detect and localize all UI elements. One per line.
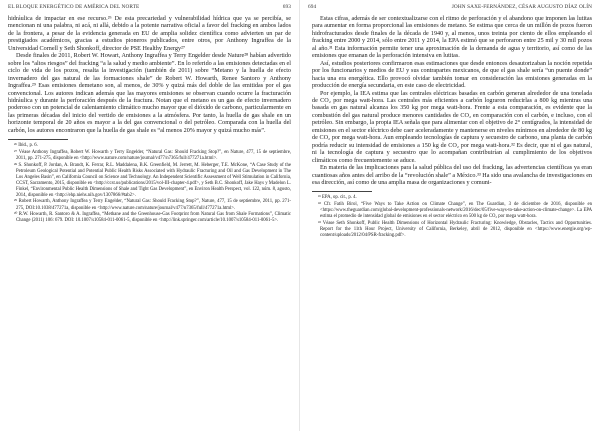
right-paragraph-2: Así, estudios posteriores confirmaron esas estimaciones que desde entonces desautorizaban la noción repetida por los funcionarios y medios de EU y sus contrapartes mexicanos, de que el gas shale sería “un puente donde” hacia una era energética. Ello provocó olvidar también tomar en consideración las emisiones generadas en la producción de energía secundaria, en este caso de electricidad. [312,60,592,90]
left-running-header [8,4,291,14]
footnote-31: ³¹ EPA, op. cit., p. 4. [318,195,357,201]
left-footnotes [8,143,291,224]
left-page-body [8,16,291,224]
right-page-body [312,16,592,239]
left-footnote-rule [8,139,68,140]
right-paragraph-1: Estas cifras, además de ser contextualizarse con el ritmo de perforación y el abandono que imponen las lutitas para aumentar en forma proporcional las emisiones de metano. Se estima que cerca de un millón de pozos fueron hidrofracturados desde finales de la década de 1940 y, al menos, unos treinta por ciento de ellos empleando el fracking entre 2000 y 2014, sólo entre 2011 y 2014, la EPA estimó que se perforaron entre 25 mil y 30 mil pozos al año.³¹ Esta información permite tener una aproximación de la demanda de agua y territorio, así como de las emisiones que emanan de la perforación intensiva en lutitas. [312,16,592,60]
right-paragraph-3: Por ejemplo, la IEA estima que las centrales eléctricas basadas en carbón generan alrededor de una tonelada de CO₂ por mega watt-hora. Las centrales más eficientes a carbón lograron reducirlas a 800 kg mientras una basada en gas natural alcanza los 350 kg por mega watt-hora. Frente a esta comparación, es evidente que la combustión del gas natural produce menores cantidades de CO₂ en comparación con el carbón, e incluso, con el petróleo. Sin embargo, la propia IEA señala que para alimentar con el objetivo de 2° centígrados, la intensidad de emisiones en el sector eléctrico debe caer aceleradamente y mantenerse en niveles mínimos en alrededor de 80 kg de CO₂ por mega watt-hora. Aun empleando tecnologías de captura y secuestro de carbono, una planta de carbón podría reducir su intensidad de emisiones a 150 kg de CO₂ por mega watt-hora.³² Es decir, que ni el gas natural, ni la tecnología de captura y secuestro que lo acompañan contribuirían al cumplimiento de los objetivos climáticos como frecuentemente se aduce. [312,90,592,164]
right-running-head: JOHN SAXE-FERNÁNDEZ, CÉSAR AUGUSTO DÍAZ OLÍN [451,4,592,10]
left-paragraph-2: Desde finales de 2011, Robert W. Howart, Anthony Ingraffea y Terry Engelder desde Nature²⁸ habían advertido sobre los “altos riesgos” del fracking “a la salud y medio ambiente”. En lo referido a las emisiones detectadas en el ciclo de vida de los pozos, resalta la investigación (también de 2011) sobre “Metano y la huella de efecto invernadero del gas natural de las formaciones shale” de Robert W. Howarth, Renee Santoro y Anthony Ingraffea.²⁹ Esas emisiones demetano son, al menos, de 30% y quizá más del doble de las emitidas por el gas convencional. Los autores indican además que las mayores emisiones se observan cuando ocurre la fracturación hidráulica y durante la perforación después de la fractura. Notan que el metano es un gas de efecto invernadero poderoso con un potencial de calentamiento climático mucho mayor que el dióxido de carbono, particularmente en las primeras décadas del inicio del vertido de emisiones a la atmósfera. Por tanto, la huella de gas shale en un horizonte temporal de 20 años es mayor a la del gas convencional o del petróleo. Comparada con la huella del carbón, los autores encontraron que la huella de gas shale es “al menos 20% mayor y quizá mucho más”. [8,53,291,134]
left-running-head: EL BLOQUE ENERGÉTICO DE AMÉRICA DEL NORTE [8,4,140,10]
footnote-33: ³³ Véase Seth Shonkoff, Public Health Dimensions of Horizontal Hydraulic Fracturing: Knowledge, Obstacles, Tactics and Opportunities. Report for the 11th Hour Project, University of California, Berkeley, abril de 2012, disponible en <https://www.energie.org/wp-content/uploads/2012/04/PSR-fracking.pdf>. [318,220,592,238]
right-running-header [308,4,592,14]
left-paragraph-1: hidráulica de impactar en ese recurso.²⁶ De esta precariedad y vulnerabilidad hídrica que ya se percibía, se mencionan ni una palabra, ni acá, ni allá, debido a la potente narrativa oficial a favor del fracking en ambos lados de la frontera, a pesar de la evidencia generada en EU de amplia solidez científica como advierten un par de prestigiados académicos, gracias a estudios pioneros publicados, entre otros, por Anthony Ingraffea de la Universidad Cornell y Seth Shonkoff, director de PSE Healthy Energy²⁷ [8,16,291,52]
right-page [300,0,600,431]
right-footnote-rule [312,191,372,192]
footnote-29: ²⁹ Robert Howarth, Anthony Ingraffea y Terry Engelder, “Natural Gas: Should Fracking Stop?”, Nature, 477, 15 de septiembre, 2011, pp. 271-275, DOI:10.1038/477271a, disponible en <http://www.nature.com/nature/journal/v477/n7365/full/477271a.html>. [14,199,291,211]
footnote-26: ²⁶ Ibid., p. 6. [14,143,38,149]
right-page-number: 694 [308,4,317,10]
footnote-30: ³⁰ R.W. Howarth, R. Santoro & A. Ingraffea, “Methane and the Greenhouse-Gas Footprint from Natural Gas from Shale Formations”, Climatic Change (2011) 106: 679. DOI: 10.1007/s10584-011-0061-5, disponible en <http://link.springer.com/article/10.1007/s10584-011-0061-5>. [14,212,291,224]
footnote-32: ³² Cfr. Fatih Birol, “Five Ways to Take Action on Climate Change”, en The Guardian, 3 de diciembre de 2016, disponible en <https://www.theguardian.com/global-development-professionals-network/2016/dec/05/five-ways-to-take-action-on-climate-change>. La EPA estima el promedio de intensidad global de emisiones en el sector eléctrico en 500 kg de CO₂ por mega watt-hora. [318,202,592,220]
right-paragraph-4: En materia de las implicaciones para la salud pública del uso del fracking, las advertencias científicas ya eran cuantiosas años antes del arribo de la “revolución shale” a México.³³ Ha sido una avalancha de investigaciones en esa dirección, así como de una amplia masa de organizaciones y comuni- [312,165,592,186]
right-footnotes [312,195,592,239]
left-page-number: 693 [282,4,291,10]
footnote-28: ²⁸ S. Shonkoff, P. Jordan, A. Brandt, K. Ferrar, R.L. Maddalena, B.K. Greenfield, M. Jerrett, M. Heberger, T.E. McKone, “A Case Study of the Petroleum Geological Potential and Potential Public Health Risks Associated with Hydraulic Fracturing and Oil and Gas Development in The Los Angeles Basin”, en California Council on Science and Technology. An Independent Scientific Assessment of Well Stimulation in California, CCST, Sacramento, 2015, disponible en <http://ccst.us/publications/2015/vol-III-chapter-4.pdf>, y Seth B.C. Shonkoff, Jake Hays y Madelon L. Finkel, “Environmental Public Health Dimensions of Shale and Tight Gas Development”, en Environ Health Perspect, vol. 122, núm. 8, agosto, 2014, disponible en <http://ehp.niehs.nih.gov/1307866/#tab2>. [14,162,291,198]
footnote-27: ²⁷ Véase Anthony Ingraffea, Robert W. Howarth y Terry Engelder, “Natural Gas: Should Fracking Stop?”, en Nature, 477, 15 de septiembre, 2011, pp. 271-275, disponible en <http://www.nature.com/nature/journal/v477/n7365/full/477271a.html>. [14,149,291,161]
